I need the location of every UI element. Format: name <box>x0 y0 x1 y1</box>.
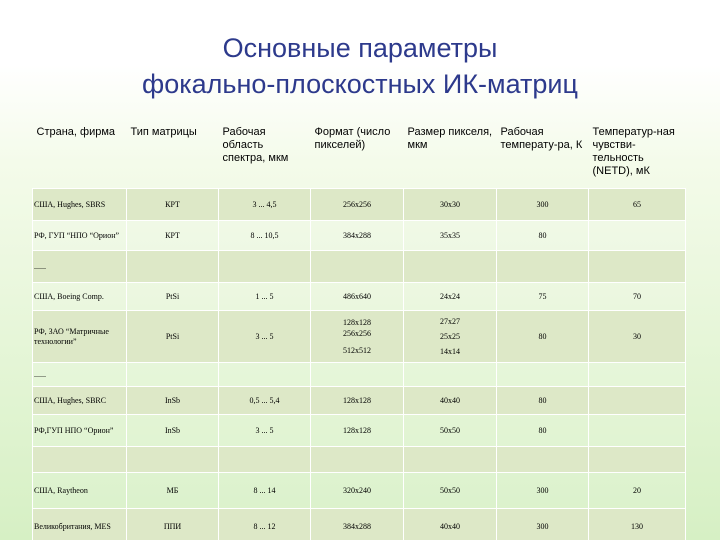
table-row <box>33 311 686 363</box>
cell-temp: 80 <box>497 415 589 447</box>
header-temperature: Рабочая температу-ра, К <box>500 126 583 151</box>
cell-pixel: 40х40 <box>404 387 497 415</box>
cell-temp <box>497 251 589 283</box>
cell-country: РФ,ГУП НПО “Орион” <box>33 415 127 447</box>
cell-country <box>33 447 127 473</box>
format-value: 128х128 <box>343 318 371 327</box>
cell-netd <box>589 363 686 387</box>
table-row <box>33 447 686 473</box>
cell-country: РФ, ЗАО “Матричные технологии” <box>33 311 127 363</box>
cell-type: InSb <box>127 387 219 415</box>
title-line-1: Основные параметры <box>222 33 498 63</box>
header-pixel-size: Размер пикселя, мкм <box>407 126 493 151</box>
cell-spectrum: 8 ... 14 <box>219 473 311 509</box>
cell-country: США, Hughes, SBRS <box>33 189 127 221</box>
cell-temp: 80 <box>497 221 589 251</box>
cell-pixel: 24х24 <box>404 283 497 311</box>
table-row <box>33 283 686 311</box>
cell-type: КРТ <box>127 189 219 221</box>
cell-country: ...... <box>33 363 127 387</box>
title-line-2: фокально-плоскостных ИК-матриц <box>142 69 578 99</box>
format-value: 256х256 <box>343 329 371 338</box>
cell-netd: 30 <box>589 311 686 363</box>
cell-type <box>127 363 219 387</box>
cell-format <box>311 363 404 387</box>
cell-format: 128х128 <box>311 415 404 447</box>
table-row <box>33 363 686 387</box>
cell-type <box>127 251 219 283</box>
cell-pixel <box>404 251 497 283</box>
cell-pixel: 50х50 <box>404 415 497 447</box>
cell-spectrum: 1 ... 5 <box>219 283 311 311</box>
cell-spectrum <box>219 447 311 473</box>
cell-spectrum: 3 ... 5 <box>219 415 311 447</box>
table-row <box>33 221 686 251</box>
cell-country: США, Raytheon <box>33 473 127 509</box>
cell-pixel: 40х40 <box>404 509 497 540</box>
slide-title <box>0 30 720 102</box>
table-row <box>33 189 686 221</box>
cell-format: 384х288 <box>311 509 404 540</box>
cell-spectrum <box>219 251 311 283</box>
cell-netd <box>589 251 686 283</box>
cell-spectrum: 0,5 ... 5,4 <box>219 387 311 415</box>
cell-netd <box>589 221 686 251</box>
cell-country: США, Boeing Comp. <box>33 283 127 311</box>
cell-format: 486х640 <box>311 283 404 311</box>
cell-netd <box>589 387 686 415</box>
cell-type: InSb <box>127 415 219 447</box>
cell-temp: 80 <box>497 311 589 363</box>
cell-type: КРТ <box>127 221 219 251</box>
cell-netd <box>589 415 686 447</box>
cell-type: МБ <box>127 473 219 509</box>
cell-format <box>311 447 404 473</box>
table-row <box>33 473 686 509</box>
cell-type <box>127 447 219 473</box>
cell-format: 128х128 <box>311 387 404 415</box>
cell-spectrum: 8 ... 10,5 <box>219 221 311 251</box>
table-row <box>33 415 686 447</box>
cell-temp <box>497 363 589 387</box>
cell-temp <box>497 447 589 473</box>
cell-type: PtSi <box>127 283 219 311</box>
cell-pixel: 30х30 <box>404 189 497 221</box>
cell-netd <box>589 447 686 473</box>
header-type: Тип матрицы <box>130 126 197 138</box>
cell-temp: 300 <box>497 473 589 509</box>
header-netd: Температур-ная чувстви-тельность (NETD), мК <box>592 126 675 177</box>
cell-netd: 65 <box>589 189 686 221</box>
cell-type: ППИ <box>127 509 219 540</box>
cell-pixel <box>404 447 497 473</box>
cell-country: РФ, ГУП “НПО “Орион” <box>33 221 127 251</box>
header-spectrum: Рабочая область спектра, мкм <box>222 126 289 164</box>
cell-format: 320х240 <box>311 473 404 509</box>
cell-temp: 300 <box>497 509 589 540</box>
cell-spectrum: 3 ... 4,5 <box>219 189 311 221</box>
cell-pixel <box>404 311 497 363</box>
cell-spectrum: 3 ... 5 <box>219 311 311 363</box>
cell-pixel <box>404 363 497 387</box>
cell-pixel: 35х35 <box>404 221 497 251</box>
table-row <box>33 387 686 415</box>
pixel-value: 27х27 <box>440 317 460 326</box>
cell-netd: 130 <box>589 509 686 540</box>
header-format: Формат (число пикселей) <box>314 126 391 151</box>
cell-netd: 20 <box>589 473 686 509</box>
cell-country: Великобритания, MES <box>33 509 127 540</box>
header-country: Страна, фирма <box>36 126 116 138</box>
cell-country: США, Hughes, SBRC <box>33 387 127 415</box>
cell-format: 384х288 <box>311 221 404 251</box>
pixel-value: 25х25 <box>440 332 460 341</box>
cell-spectrum: 8 ... 12 <box>219 509 311 540</box>
header-row <box>33 124 686 189</box>
format-value: 512х512 <box>343 346 371 355</box>
parameters-table <box>32 124 686 540</box>
table-row <box>33 509 686 540</box>
pixel-value: 14х14 <box>440 347 460 356</box>
cell-format <box>311 251 404 283</box>
cell-temp: 300 <box>497 189 589 221</box>
cell-type: PtSi <box>127 311 219 363</box>
cell-netd: 70 <box>589 283 686 311</box>
cell-temp: 80 <box>497 387 589 415</box>
cell-temp: 75 <box>497 283 589 311</box>
cell-format <box>311 311 404 363</box>
cell-format: 256х256 <box>311 189 404 221</box>
cell-spectrum <box>219 363 311 387</box>
cell-pixel: 50х50 <box>404 473 497 509</box>
table-row <box>33 251 686 283</box>
cell-country: ...... <box>33 251 127 283</box>
